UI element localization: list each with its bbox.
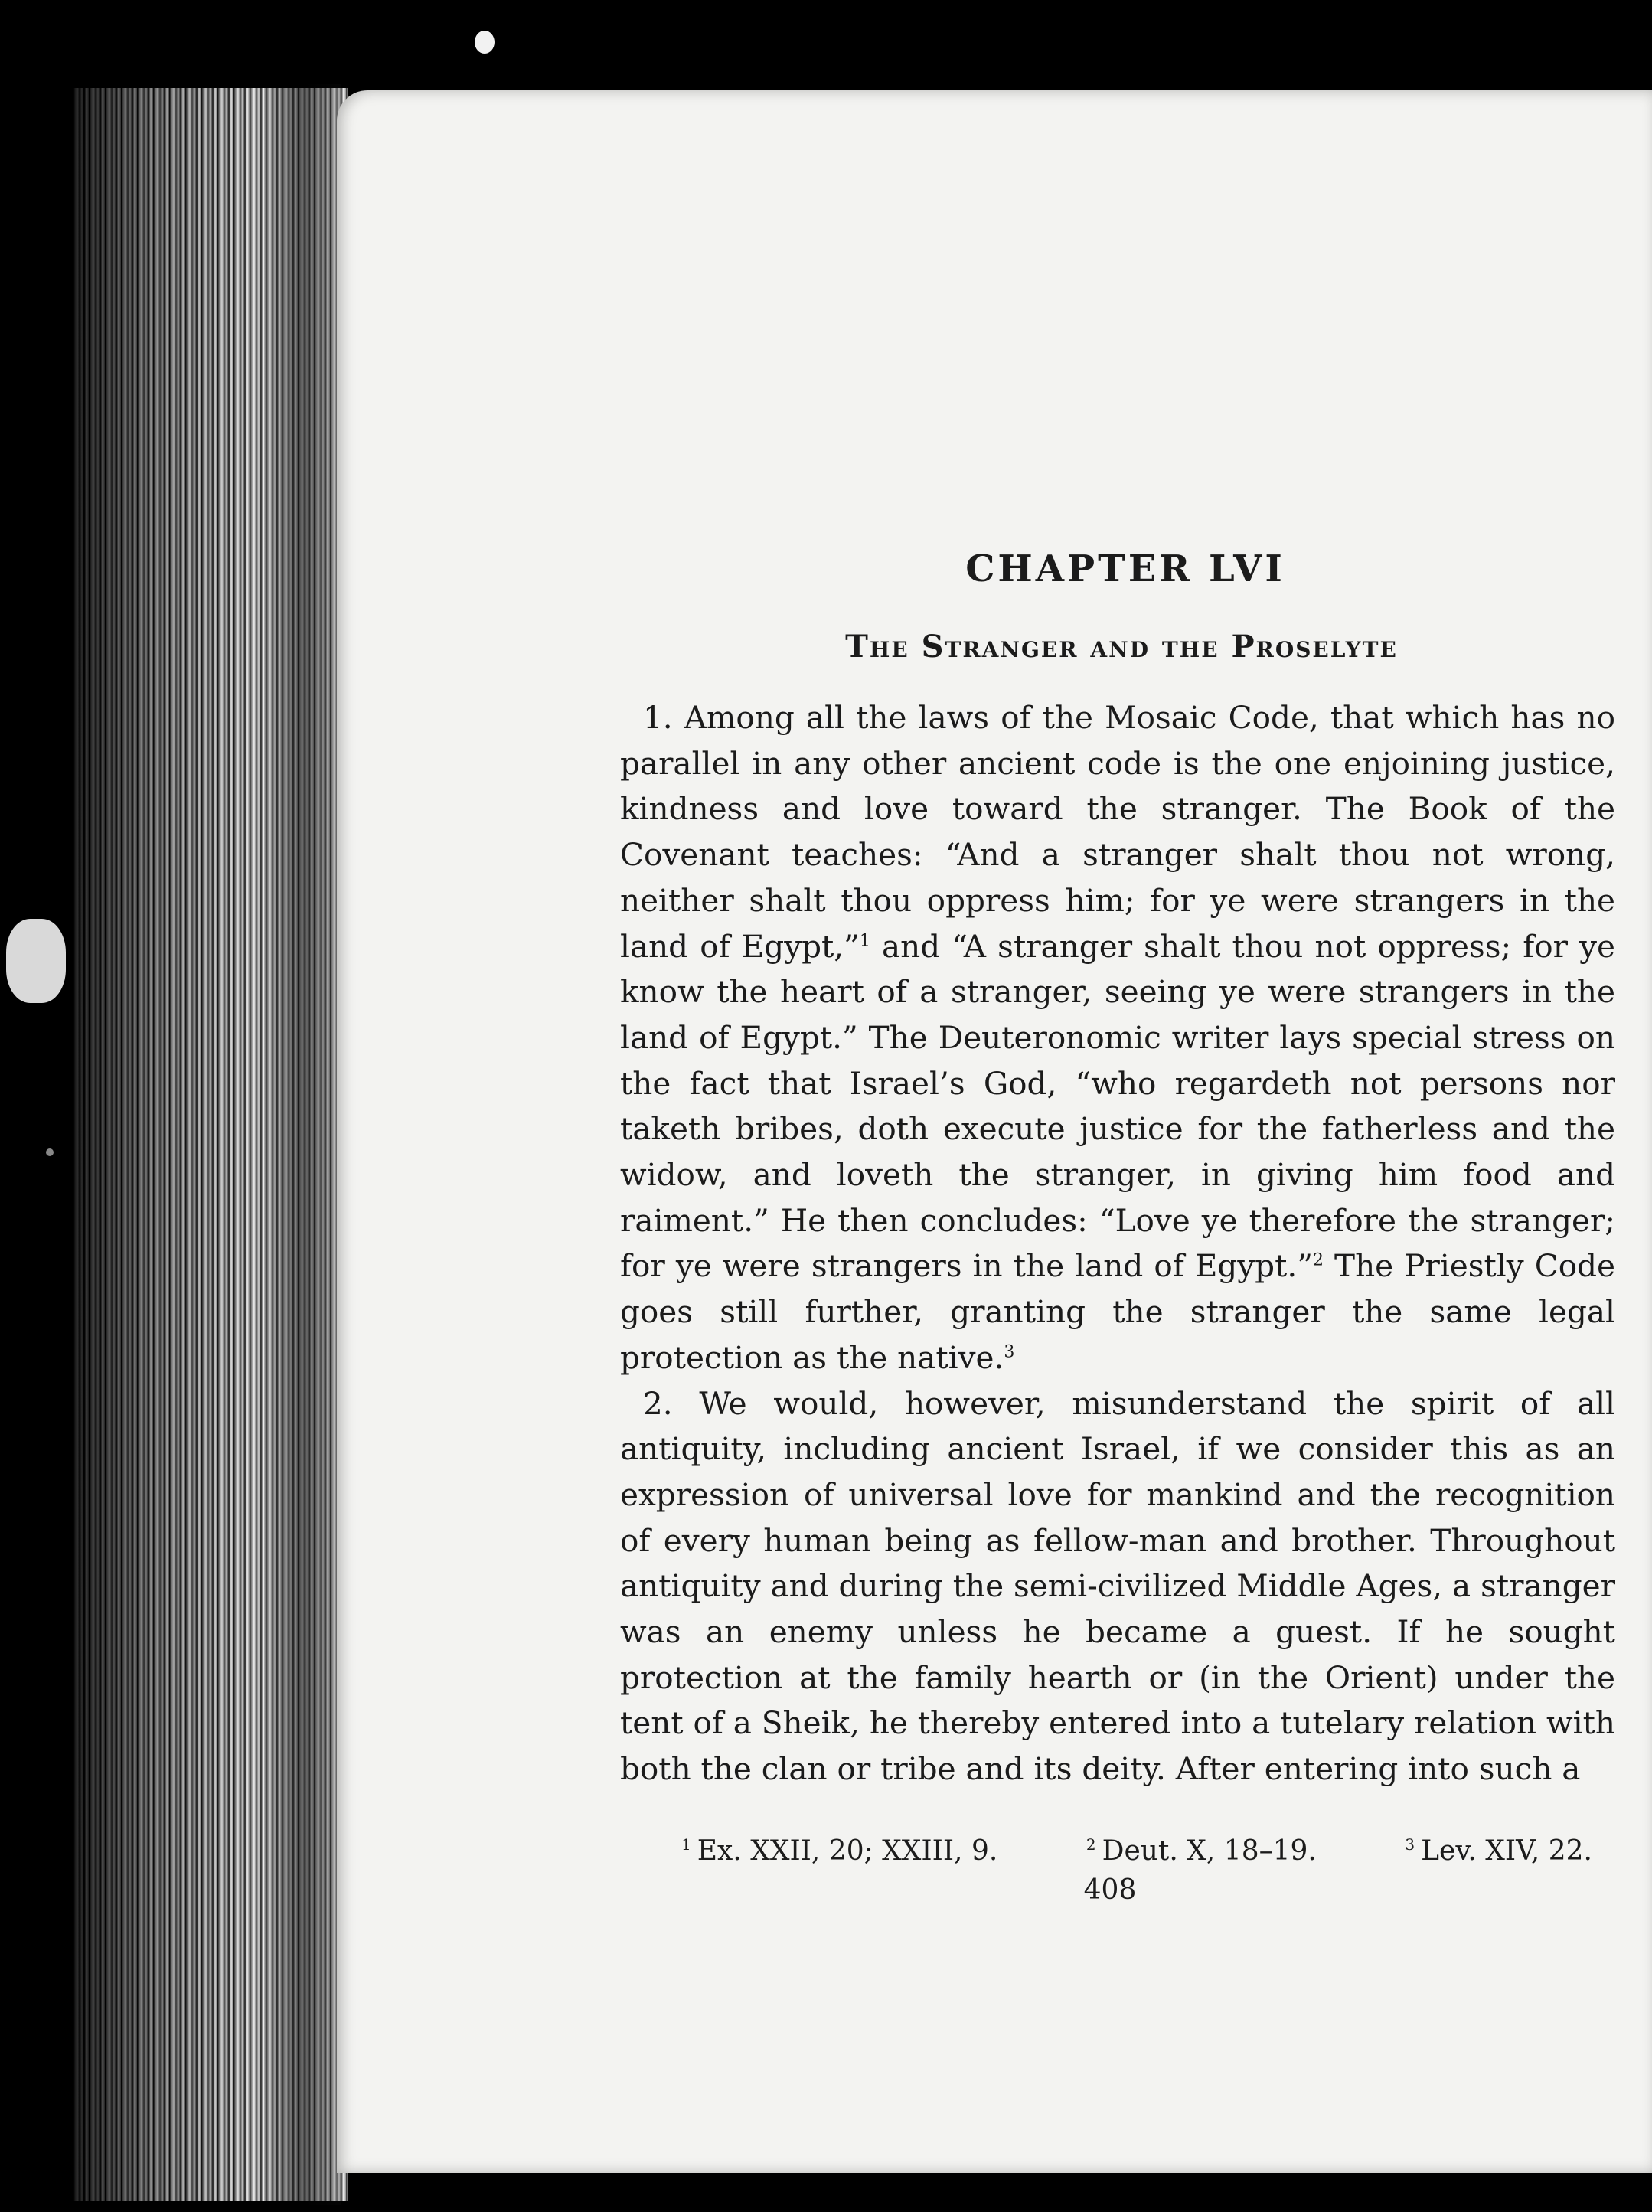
paragraph-text: and “A stranger shalt thou not oppress; for ye know the heart of a stranger, seeing ye were strangers in the land of Egypt.” The Deuteronomic writer lays special stress on the fact that Israel’s God, “who regardeth not persons nor taketh bribes, doth execute justice for the fatherless and the widow, and loveth the stranger, in giving him food and raiment.” He then concludes: “Love ye therefore the stranger; for ye were strangers in the land of Egypt.” bbox=[620, 927, 1615, 1285]
paragraph-text: 2. We would, however, misunderstand the spirit of all antiquity, including ancient Israel, if we consider this as an expression of universal love for mankind and the recognition of every human being as fellow-man and brother. Throughout antiquity and during the semi-civilized Middle Ages, a stranger was an enemy unless he became a guest. If he sought protection at the family hearth or (in the Orient) under the tent of a Sheik, he thereby entered into a tutelary relation with both the clan or tribe and its deity. After entering into such a bbox=[620, 1384, 1615, 1788]
footnote-reference: 2 bbox=[1312, 1250, 1324, 1270]
footnote-text: Lev. XIV, 22. bbox=[1421, 1835, 1592, 1867]
footnote bbox=[1086, 1835, 1317, 1867]
footnote-reference: 3 bbox=[1004, 1342, 1015, 1362]
page-number: 408 bbox=[1083, 1874, 1137, 1906]
footnote-mark: 2 bbox=[1086, 1835, 1096, 1854]
footnote bbox=[681, 1835, 997, 1867]
footnote-reference: 1 bbox=[859, 931, 870, 951]
paragraph bbox=[620, 695, 1615, 1381]
footnote-text: Ex. XXII, 20; XXIII, 9. bbox=[697, 1835, 998, 1867]
section-title: The Stranger and the Proselyte bbox=[845, 629, 1398, 665]
scan-speck bbox=[6, 919, 66, 1003]
footnote bbox=[1405, 1835, 1592, 1867]
footnote-mark: 1 bbox=[681, 1835, 691, 1854]
page-shadow bbox=[264, 84, 341, 2205]
page-text bbox=[620, 547, 1615, 1906]
scan-speck bbox=[46, 1148, 54, 1156]
footnotes bbox=[620, 1835, 1615, 1867]
chapter-title: CHAPTER LVI bbox=[965, 547, 1285, 590]
scan-speck bbox=[475, 31, 495, 54]
paragraph-text: The Priestly Code goes still further, granting the stranger the same legal protection as the native. bbox=[620, 1247, 1615, 1376]
footnote-text: Deut. X, 18–19. bbox=[1102, 1835, 1317, 1867]
body-paragraphs bbox=[620, 695, 1615, 1792]
paragraph-text: 1. Among all the laws of the Mosaic Code, that which has no parallel in any other ancient code is the one enjoining justice, kindness and love toward the stranger. The Book of the Covenant teaches: “And a stranger shalt thou not wrong, neither shalt thou oppress him; for ye were strangers in the land of Egypt,” bbox=[620, 699, 1615, 965]
footnote-mark: 3 bbox=[1405, 1835, 1415, 1854]
paragraph bbox=[620, 1381, 1615, 1792]
